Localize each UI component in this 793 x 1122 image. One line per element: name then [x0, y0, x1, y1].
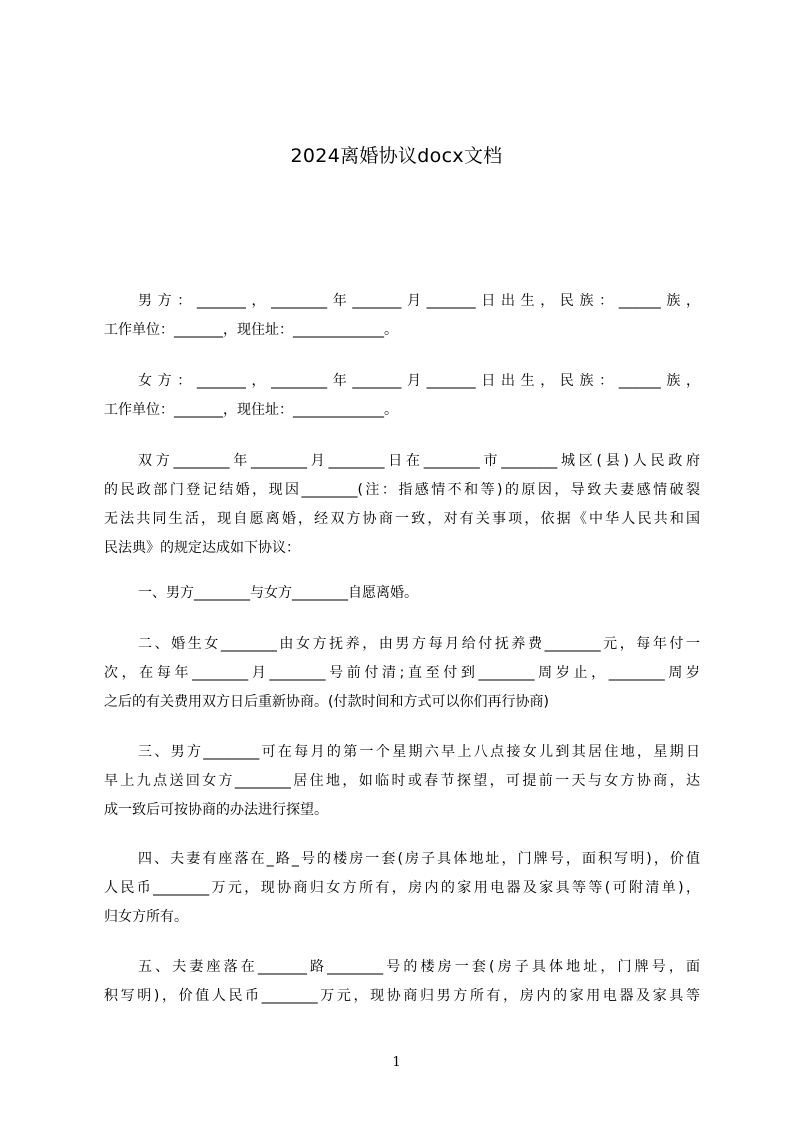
paragraph-line: 四、夫妻有座落在_路_号的楼房一套(房子具体地址，门牌号，面积写明)，价值 — [138, 851, 700, 867]
clause-4 — [104, 845, 700, 932]
paragraph-line: 早上九点送回女方________居住地，如临时或春节探望，可提前一天与女方协商，达 — [104, 773, 700, 789]
document-title: 2024离婚协议docx文档 — [290, 145, 503, 167]
paragraph-line: 工作单位：_______，现住址：_____________。 — [104, 322, 398, 338]
page-number: 1 — [392, 1055, 401, 1070]
paragraph-line: 男方：_______，________年_______月_______日出生，民族：______族， — [138, 293, 700, 309]
paragraph-marriage-info — [104, 447, 700, 563]
paragraph-line: 工作单位：_______，现住址：_____________。 — [104, 402, 398, 418]
clause-3 — [104, 738, 700, 825]
paragraph-line: 人民币________万元，现协商归女方所有，房内的家用电器及家具等等(可附清单)， — [104, 880, 700, 896]
paragraph-line: 归女方所有。 — [104, 909, 188, 925]
paragraph-line: 女方：_______，________年_______月_______日出生，民族：______族， — [138, 373, 700, 389]
paragraph-line: 次，在每年________月________号前付清;直至付到________周岁止，________周岁 — [104, 665, 700, 681]
paragraph-line: 无法共同生活，现自愿离婚，经双方协商一致，对有关事项，依据《中华人民共和国 — [104, 511, 700, 527]
paragraph-line: 五、夫妻座落在_______路________号的楼房一套(房子具体地址，门牌号，面 — [138, 959, 700, 975]
paragraph-line: 之后的有关费用双方日后重新协商。(付款时间和方式可以你们再行协商) — [104, 694, 549, 710]
paragraph-line: 的民政部门登记结婚，现因________(注：指感情不和等)的原因，导致夫妻感情破裂 — [104, 482, 700, 498]
paragraph-line: 双方________年________月________日在________市________城区(县)人民政府 — [138, 453, 700, 469]
paragraph-male-party — [104, 287, 700, 345]
paragraph-line: 二、婚生女________由女方抚养，由男方每月给付抚养费________元，每年付一 — [138, 636, 700, 652]
paragraph-line: 三、男方________可在每月的第一个星期六早上八点接女儿到其居住地，星期日 — [138, 744, 700, 760]
clause-1 — [104, 579, 700, 608]
paragraph-line: 民法典》的规定达成如下协议： — [104, 540, 300, 556]
paragraph-female-party — [104, 367, 700, 425]
clause-2 — [104, 630, 700, 717]
clause-5 — [104, 953, 700, 1011]
paragraph-line: 积写明)，价值人民币________万元，现协商归男方所有，房内的家用电器及家具等 — [104, 988, 700, 1004]
paragraph-line: 成一致后可按协商的办法进行探望。 — [104, 802, 328, 818]
paragraph-line: 一、男方________与女方________自愿离婚。 — [138, 585, 418, 601]
